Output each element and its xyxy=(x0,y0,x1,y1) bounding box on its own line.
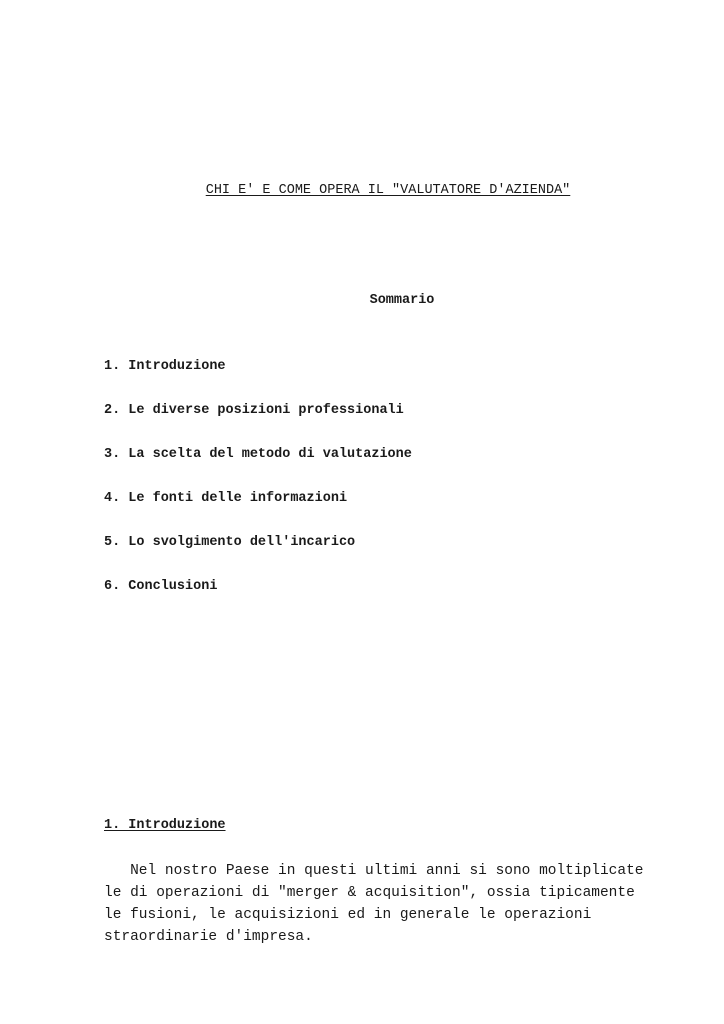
paragraph-line: le di operazioni di "merger & acquisition", ossia tipicamente xyxy=(104,885,635,901)
paragraph-line: le fusioni, le acquisizioni ed in generale le operazioni xyxy=(104,907,592,923)
paragraph-line: straordinarie d'impresa. xyxy=(104,929,313,945)
toc-item-conclusioni: 6. Conclusioni xyxy=(104,579,218,594)
section-heading-introduzione: 1. Introduzione xyxy=(104,818,226,833)
toc-item-fonti-informazioni: 4. Le fonti delle informazioni xyxy=(104,491,348,506)
body-paragraph xyxy=(104,860,664,948)
toc-heading: Sommario xyxy=(369,293,435,308)
toc-item-posizioni-professionali: 2. Le diverse posizioni professionali xyxy=(104,403,404,418)
table-of-contents xyxy=(104,359,412,623)
paragraph-line: Nel nostro Paese in questi ultimi anni si sono moltiplicate xyxy=(104,863,644,879)
document-title: CHI E' E COME OPERA IL "VALUTATORE D'AZIENDA" xyxy=(205,183,571,198)
toc-item-svolgimento-incarico: 5. Lo svolgimento dell'incarico xyxy=(104,535,356,550)
toc-item-metodo-valutazione: 3. La scelta del metodo di valutazione xyxy=(104,447,412,462)
toc-item-introduzione: 1. Introduzione xyxy=(104,359,226,374)
